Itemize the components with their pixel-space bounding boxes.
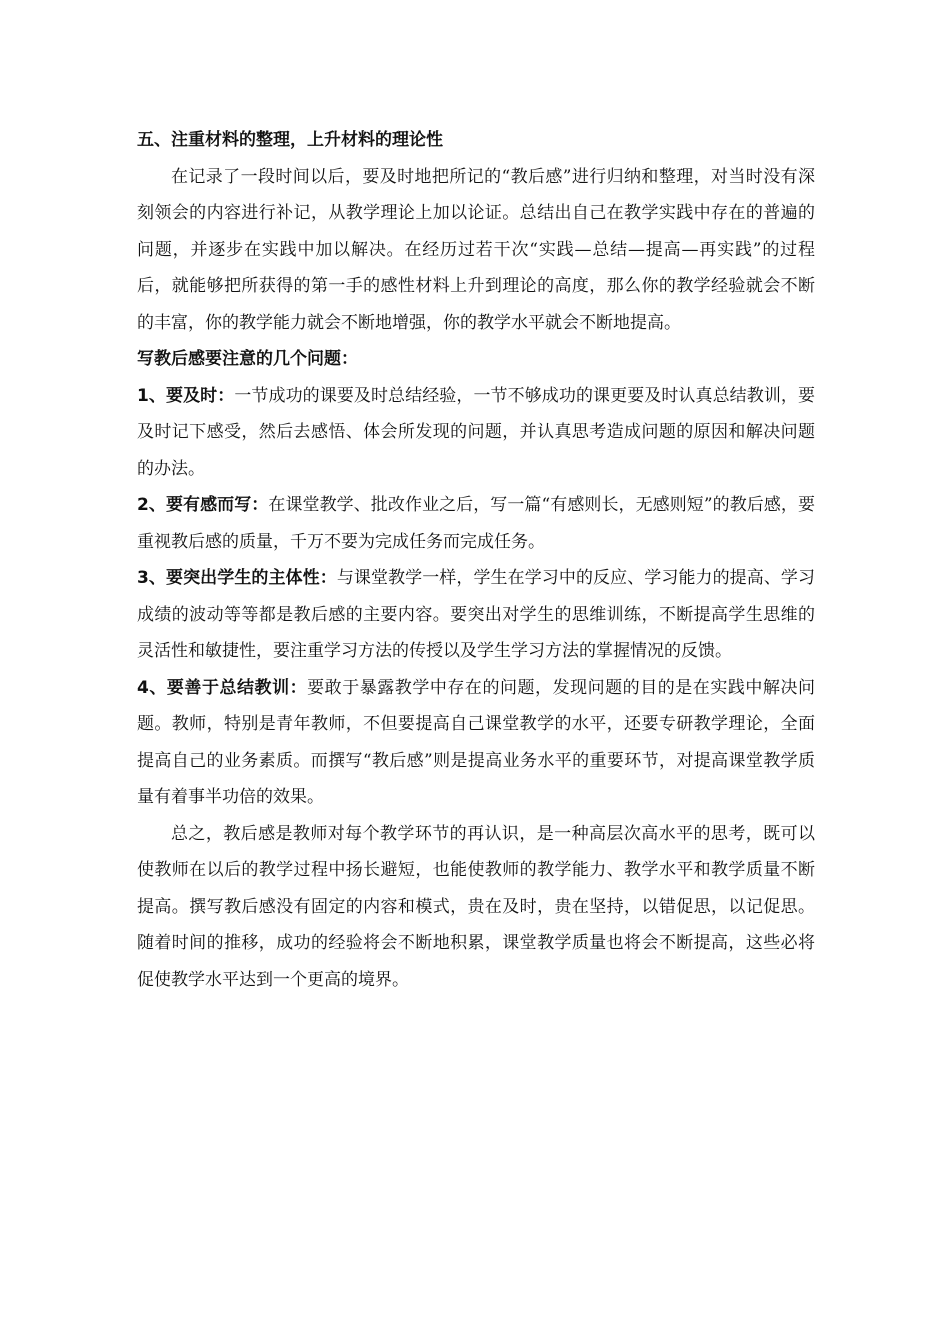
note-item-text: 在课堂教学、批改作业之后，写一篇“有感则长，无感则短”的教后感，要重视教后感的质量，千万不要为完成任务而完成任务。 — [137, 495, 815, 552]
note-item-text: 与课堂教学一样，学生在学习中的反应、学习能力的提高、学习成绩的波动等等都是教后感的主要内容。要突出对学生的思维训练，不断提高学生思维的灵活性和敏捷性，要注重学习方法的传授以及学生学习方法的掌握情况的反馈。 — [137, 568, 816, 661]
note-item-summarize-lessons — [137, 670, 815, 816]
note-item-text: 一节成功的课要及时总结经验，一节不够成功的课更要及时认真总结教训，要及时记下感受，然后去感悟、体会所发现的问题，并认真思考造成问题的原因和解决问题的办法。 — [137, 385, 815, 479]
note-item-student-centered — [137, 560, 815, 670]
notes-heading: 写教后感要注意的几个问题： — [137, 349, 358, 369]
section-heading: 五、注重材料的整理，上升材料的理论性 — [137, 130, 443, 150]
note-item-label: 4、要善于总结教训： — [137, 677, 308, 698]
note-item-write-with-feeling — [137, 487, 815, 560]
document-body — [137, 122, 815, 998]
note-item-label: 2、要有感而写： — [137, 495, 269, 515]
note-item-label: 1、要及时： — [137, 385, 235, 406]
note-item-timely — [137, 378, 815, 488]
conclusion-paragraph: 总之，教后感是教师对每个教学环节的再认识，是一种高层次高水平的思考，既可以使教师在以后的教学过程中扬长避短，也能使教师的教学能力、教学水平和教学质量不断提高。撰写教后感没有固定的内容和模式，贵在及时，贵在坚持，以错促思，以记促思。随着时间的推移，成功的经验将会不断地积累，课堂教学质量也将会不断提高，这些必将促使教学水平达到一个更高的境界。 — [137, 823, 815, 990]
note-item-text: 要敢于暴露教学中存在的问题，发现问题的目的是在实践中解决问题。教师，特别是青年教师，不但要提高自己课堂教学的水平，还要专研教学理论，全面提高自己的业务素质。而撰写“教后感”则是提高业务水平的重要环节，对提高课堂教学质量有着事半功倍的效果。 — [137, 677, 815, 807]
section-paragraph: 在记录了一段时间以后，要及时地把所记的“教后感”进行归纳和整理，对当时没有深刻领会的内容进行补记，从教学理论上加以论证。总结出自己在教学实践中存在的普遍的问题，并逐步在实践中加以解决。在经历过若干次“实践—总结—提高—再实践”的过程后，就能够把所获得的第一手的感性材料上升到理论的高度，那么你的教学经验就会不断的丰富，你的教学能力就会不断地增强，你的教学水平就会不断地提高。 — [137, 166, 815, 333]
note-item-label: 3、要突出学生的主体性： — [137, 568, 337, 588]
